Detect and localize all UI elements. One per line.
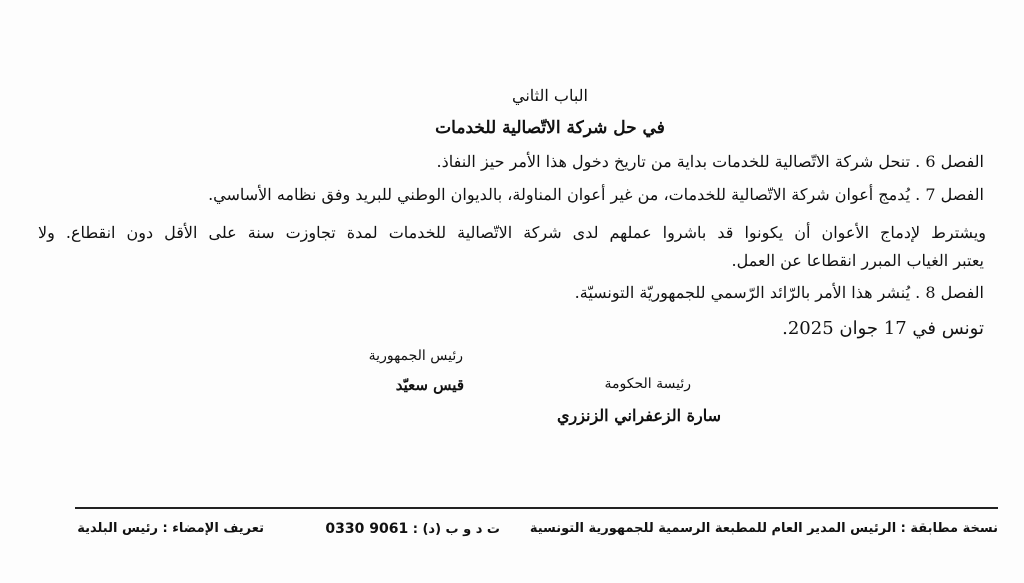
article-7: الفصل 7 . يُدمج أعوان شركة الاتّصالية للخدمات، من غير أعوان المناولة، بالديوان الوطني للبريد وفق نظامه الأساسي. bbox=[208, 185, 984, 204]
issue-date: تونس في 17 جوان 2025. bbox=[782, 318, 984, 339]
article-7-condition-line-2: يعتبر الغياب المبرر انقطاعا عن العمل. bbox=[731, 251, 984, 270]
chapter-heading: الباب الثاني bbox=[512, 86, 588, 105]
footer-divider bbox=[75, 507, 998, 509]
prime-minister-name: سارة الزعفراني الزنزري bbox=[556, 406, 721, 425]
registry-reference bbox=[325, 521, 500, 537]
prime-minister-title: رئيسة الحكومة bbox=[604, 376, 691, 392]
article-7-condition-line-1: ويشترط لإدماج الأعوان أن يكونوا قد باشروا عملهم لدى شركة الاتّصالية للخدمات لمدة تجاوزت سنة على الأقل دون انقطاع. ولا bbox=[38, 223, 987, 242]
article-6: الفصل 6 . تنحل شركة الاتّصالية للخدمات بداية من تاريخ دخول هذا الأمر حيز النفاذ. bbox=[436, 152, 984, 171]
registry-number: 0330 9061 bbox=[325, 521, 409, 537]
registry-label: ت د و ب (د) : bbox=[412, 522, 500, 537]
article-8: الفصل 8 . يُنشر هذا الأمر بالرّائد الرّسمي للجمهوريّة التونسيّة. bbox=[574, 283, 984, 302]
signature-identification: تعريف الإمضاء : رئيس البلدية bbox=[77, 521, 264, 536]
chapter-title: في حل شركة الاتّصالية للخدمات bbox=[435, 118, 665, 138]
president-name: قيس سعيّد bbox=[395, 376, 464, 394]
certified-copy-note: نسخة مطابقة : الرئيس المدير العام للمطبعة الرسمية للجمهورية التونسية bbox=[529, 521, 998, 536]
president-title: رئيس الجمهورية bbox=[368, 348, 463, 364]
